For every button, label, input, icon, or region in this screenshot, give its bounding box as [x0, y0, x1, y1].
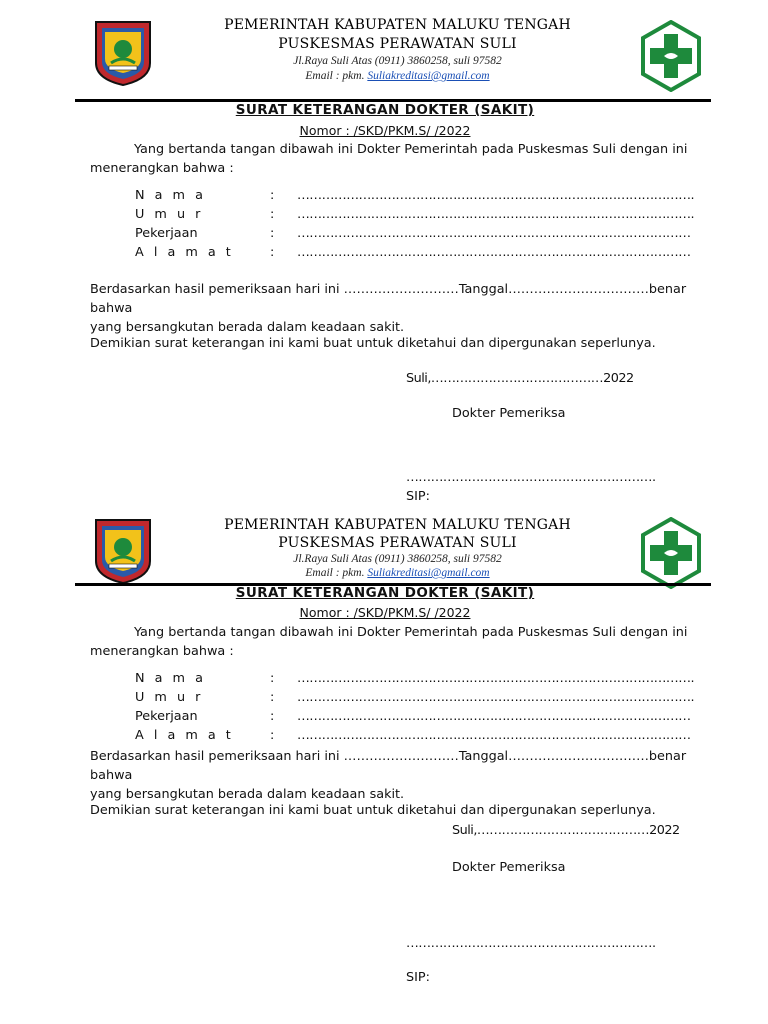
- signer-title: Dokter Pemeriksa: [452, 860, 566, 875]
- document-number: Nomor : /SKD/PKM.S/ /2022: [299, 605, 471, 620]
- intro-line-2: menerangkan bahwa :: [90, 644, 234, 659]
- field-colon: :: [270, 188, 275, 203]
- header-email: [160, 70, 635, 82]
- field-blank: ……………………………………………………………………………………: [297, 226, 691, 241]
- letter-2: [0, 505, 768, 1024]
- header-email: [160, 567, 635, 579]
- field-label: N a m a: [135, 188, 206, 203]
- puskesmas-cross-icon: [640, 20, 702, 92]
- result-line-2: yang bersangkutan berada dalam keadaan sakit.: [90, 320, 405, 335]
- field-colon: :: [270, 207, 275, 222]
- field-label: Pekerjaan: [135, 709, 198, 724]
- document-number: Nomor : /SKD/PKM.S/ /2022: [299, 123, 471, 138]
- regency-crest-icon: [93, 517, 153, 585]
- field-label: A l a m a t: [135, 245, 234, 260]
- result-line-2: yang bersangkutan berada dalam keadaan sakit.: [90, 787, 405, 802]
- header-clinic-name: PUSKESMAS PERAWATAN SULI: [278, 36, 517, 52]
- closing-paragraph: Demikian surat keterangan ini kami buat untuk diketahui dan dipergunakan seperlunya.: [90, 336, 656, 351]
- header-government-name: PEMERINTAH KABUPATEN MALUKU TENGAH: [224, 517, 571, 533]
- field-colon: :: [270, 690, 275, 705]
- puskesmas-cross-icon: [640, 517, 702, 589]
- document-title: SURAT KETERANGAN DOKTER (SAKIT): [235, 102, 535, 118]
- result-line-1: Berdasarkan hasil pemeriksaan hari ini ………………………Tanggal……………………………benar bahwa: [90, 749, 687, 783]
- field-blank: ……………………………………………………………………………………: [297, 709, 691, 724]
- field-blank: ……………………………………………………………………………………: [297, 728, 691, 743]
- place-date: Suli,……………………………………2022: [452, 823, 680, 838]
- closing-paragraph: Demikian surat keterangan ini kami buat untuk diketahui dan dipergunakan seperlunya.: [90, 803, 656, 818]
- field-colon: :: [270, 245, 275, 260]
- signature-line: …………………………………………………….: [406, 936, 656, 951]
- signer-title: Dokter Pemeriksa: [452, 406, 566, 421]
- field-colon: :: [270, 728, 275, 743]
- header-government-name: PEMERINTAH KABUPATEN MALUKU TENGAH: [224, 17, 571, 33]
- field-blank: …………………………………………………………………………………….: [297, 207, 695, 222]
- field-label: A l a m a t: [135, 728, 234, 743]
- result-paragraph: [90, 280, 690, 337]
- intro-paragraph: [90, 623, 690, 661]
- field-blank: …………………………………………………………………………………….: [297, 188, 695, 203]
- place-date: Suli,……………………………………2022: [406, 371, 634, 386]
- email-link[interactable]: Suliakreditasi@gmail.com: [367, 567, 490, 579]
- document-title: SURAT KETERANGAN DOKTER (SAKIT): [235, 585, 535, 601]
- email-label: Email : pkm.: [305, 567, 368, 579]
- field-blank: ……………………………………………………………………………………: [297, 245, 691, 260]
- letter-1: [0, 0, 768, 510]
- field-label: Pekerjaan: [135, 226, 198, 241]
- header-address: Jl.Raya Suli Atas (0911) 3860258, suli 97582: [293, 55, 502, 67]
- sip-label: SIP:: [406, 489, 430, 504]
- intro-paragraph: [90, 140, 690, 178]
- field-colon: :: [270, 226, 275, 241]
- field-label: U m u r: [135, 207, 204, 222]
- field-colon: :: [270, 709, 275, 724]
- field-label: U m u r: [135, 690, 204, 705]
- header-address: Jl.Raya Suli Atas (0911) 3860258, suli 97582: [293, 553, 502, 565]
- signature-line: …………………………………………………….: [406, 470, 656, 485]
- field-label: N a m a: [135, 671, 206, 686]
- header-clinic-name: PUSKESMAS PERAWATAN SULI: [278, 535, 517, 551]
- intro-line-1: Yang bertanda tangan dibawah ini Dokter Pemerintah pada Puskesmas Suli dengan ini: [134, 625, 688, 640]
- result-line-1: Berdasarkan hasil pemeriksaan hari ini ………………………Tanggal……………………………benar bahwa: [90, 282, 687, 316]
- field-colon: :: [270, 671, 275, 686]
- intro-line-1: Yang bertanda tangan dibawah ini Dokter Pemerintah pada Puskesmas Suli dengan ini: [134, 142, 688, 157]
- sip-label: SIP:: [406, 970, 430, 985]
- result-paragraph: [90, 747, 690, 804]
- field-blank: …………………………………………………………………………………….: [297, 671, 695, 686]
- regency-crest-icon: [93, 19, 153, 87]
- email-link[interactable]: Suliakreditasi@gmail.com: [367, 70, 490, 82]
- field-blank: …………………………………………………………………………………….: [297, 690, 695, 705]
- email-label: Email : pkm.: [305, 70, 368, 82]
- intro-line-2: menerangkan bahwa :: [90, 161, 234, 176]
